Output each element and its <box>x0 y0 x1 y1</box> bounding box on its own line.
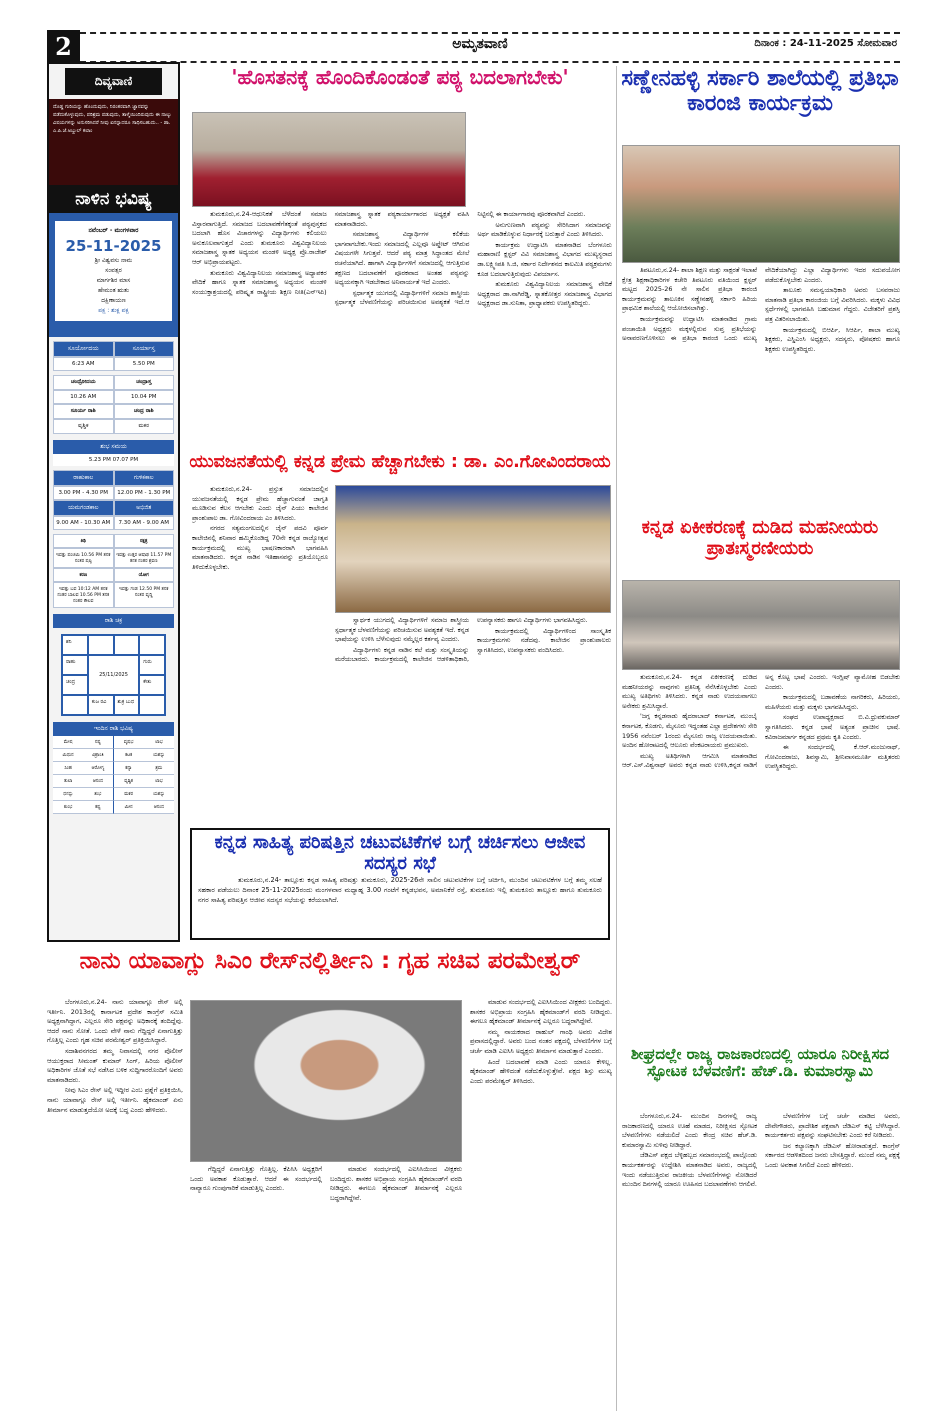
chakra-cell: ಶನಿ <box>62 635 88 655</box>
issue-date: ದಿನಾಂಕ : 24-11-2025 ಸೋಮವಾರ <box>754 38 897 49</box>
rashi-name: ಸಿಂಹ <box>53 762 83 775</box>
article-paragraph: ಕಾರ್ಯಕ್ರಮ ಉದ್ಘಾಟಿಸಿ ಮಾತನಾಡಿದ ಬೆಂಗಳೂರು ಮಹಾರಾಣಿ ಕ್ಲಸ್ಟರ್ ವಿವಿ ಸಮಾಜಶಾಸ್ತ್ರ ವಿಭಾಗದ ಮುಖ್ಯಸ್ಥರಾದ ಡಾ.ಲಕ್ಷ್ಮೀಪತಿ ಸಿ.ಜಿ, ಸರ್ಕಾರ ನಿರ್ದೇಶನದ ಕಾಲಮಿತಿ ಪಠ್ಯಕ್ರಮಗಳು ಕೂಡ ಬದಲಾಗುತ್ತಿರುವುದು ವಿಪರ್ಯಾಸ. <box>477 240 612 278</box>
shubha-time: 5.23 PM 07.07 PM <box>88 457 139 463</box>
rashi-prediction: ಯಶಸ್ಸು <box>144 749 174 762</box>
headline-a4: ಕನ್ನಡ ಏಕೀಕರಣಕ್ಕೆ ದುಡಿದ ಮಹನೀಯರು ಪ್ರಾತಃಸ್ಮರಣೀಯರು <box>641 517 879 559</box>
chandra-rashi-label: ಚಂದ್ರ ರಾಶಿ <box>114 404 175 419</box>
article-paragraph: ವಿದ್ಯಾರ್ಥಿಗಳು ಕನ್ನಡ ನಾಡಿನ ಕಲೆ ಮತ್ತು ಸಂಸ್ಕೃತಿಯನ್ನು ಮರೆಯಬಾರದು. ಕಾರ್ಯಕ್ರಮದಲ್ಲಿ ಕಾಲೇಜಿನ ಆಡಳಿತಾಧಿಕಾರಿ, ಉಪನ್ಯಾಸಕರು ಹಾಗೂ ವಿದ್ಯಾರ್ಥಿಗಳು ಭಾಗವಹಿಸಿದ್ದರು. <box>335 616 588 664</box>
article-paragraph: ನಮ್ಮ ನಾಯಕರಾದ ರಾಹುಲ್ ಗಾಂಧಿ ಅವರು ವಿದೇಶ ಪ್ರವಾಸದಲ್ಲಿದ್ದಾರೆ. ಅವರು ಬಂದ ನಂತರ ಪಕ್ಷದಲ್ಲಿ ಬೆಳವಣಿಗೆಗಳ ಬಗ್ಗೆ ಚರ್ಚೆ ಮಾಡಿ ಎಐಸಿಸಿ ಅಧ್ಯಕ್ಷರು ತೀರ್ಮಾನ ಮಾಡುತ್ತಾರೆ ಎಂದರು. <box>470 1027 612 1055</box>
article-body-a6 <box>622 1112 900 1410</box>
sunset-time: 5.50 PM <box>114 357 175 371</box>
gulika-time: 12.00 PM - 1.30 PM <box>114 486 175 500</box>
headline-a6: ಶೀಘ್ರದಲ್ಲೇ ರಾಜ್ಯ ರಾಜಕಾರಣದಲ್ಲಿ ಯಾರೂ ನಿರೀಕ್ಷಿಸದ ಸ್ಫೋಟಕ ಬೆಳವಣಿಗೆ: ಹೆಚ್.ಡಿ. ಕುಮಾರಸ್ವಾಮಿ <box>630 1045 890 1081</box>
ayana: ದಕ್ಷಿಣಾಯಣ <box>101 297 126 304</box>
article-paragraph: ಬೆಂಗಳೂರು,ನ.24- ಮುಂದಿನ ದಿನಗಳಲ್ಲಿ ರಾಜ್ಯ ರಾಜಕಾರಣದಲ್ಲಿ ಯಾರೂ ಊಹೆ ಮಾಡದ, ನಿರೀಕ್ಷಿಸದ ಸ್ಫೋಟಕ ಬೆಳವಣಿಗೆಗಳು ನಡೆಯಲಿದೆ ಎಂದು ಕೇಂದ್ರ ಸಚಿವ ಹೆಚ್.ಡಿ. ಕುಮಾರಸ್ವಾಮಿ ಸುಳಿವು ನೀಡಿದ್ದಾರೆ. <box>622 1112 757 1149</box>
tithi-value: ಇವತ್ತು ಪಂಚಮಿ 10.56 PM ತನಕ ನಂತರ ಷಷ್ಠಿ <box>53 548 114 568</box>
paksha: ಪಕ್ಷ : ಶುಕ್ಲ ಪಕ್ಷ <box>98 307 129 314</box>
article-paragraph: ತುಮಕೂರು,ನ.24- ಕನ್ನಡ ಏಕೀಕರಣಕ್ಕೆ ದುಡಿದ ಮಹನೀಯರನ್ನು ನಾವುಗಳು ಪ್ರತಿನಿತ್ಯ ನೆನೆಸಿಕೊಳ್ಳಬೇಕು ಎಂದು ಮುಖ್ಯ ಅತಿಥಿಗಳು ತಿಳಿಸಿದರು. ಕನ್ನಡ ನಾಡು ಉದಯವಾಗಲು ಅನೇಕರು ಶ್ರಮಿಸಿದ್ದಾರೆ. <box>622 673 757 710</box>
article-paragraph: ಕಾರ್ಯಕ್ರಮವನ್ನು ಉದ್ಘಾಟಿಸಿ ಮಾತನಾಡಿದ ಗ್ರಾಮ ಪಂಚಾಯಿತಿ ಅಧ್ಯಕ್ಷರು ಮಕ್ಕಳಲ್ಲಿರುವ ಸುಪ್ತ ಪ್ರತಿಭೆಯನ್ನು ಅನಾವರಣಗೊಳಿಸಲು ಈ ಪ್ರತಿಭಾ ಕಾರಂಜಿ ಒಂದು ಮುಖ್ಯ ವೇದಿಕೆಯಾಗಿದ್ದು ಎಲ್ಲಾ ವಿದ್ಯಾರ್ಥಿಗಳು ಇದರ ಸದುಪಯೋಗ ಪಡೆದುಕೊಳ್ಳಬೇಕು ಎಂದರು. <box>622 266 900 343</box>
headline-a5: ನಾನು ಯಾವಾಗ್ಲು ಸಿಎಂ ರೇಸ್‌ನಲ್ಲಿರ್ತೀನಿ : ಗೃಹ ಸಚಿವ ಪರಮೇಶ್ವರ್ <box>79 948 581 974</box>
rashi-chakra <box>53 614 174 716</box>
rashi-prediction: ಆರೋಗ್ಯ <box>83 762 113 775</box>
yoga-label: ಯೋಗ <box>114 568 175 582</box>
moonset-time: 10.04 PM <box>114 390 175 404</box>
rashi-list <box>53 736 174 814</box>
article-paragraph: ಅನುಗುಣವಾಗಿ ಪಠ್ಯವನ್ನು ಸೇರಿಸಿದಾಗ ಸಮಾಜವನ್ನು ಅರ್ಥ ಮಾಡಿಕೊಳ್ಳುವ ನಿರ್ಧಾರಕ್ಕೆ ಬರುತ್ತಾರೆ ಎಂದು ತಿಳಿಸಿದರು. <box>477 220 612 239</box>
moonrise-label: ಚಂದ್ರೋದಯ <box>53 375 114 390</box>
nakshatra-value: ಇವತ್ತು ಉತ್ತರ ಆಷಾಢ 11.57 PM ತನಕ ನಂತರ ಶ್ರವಣ <box>114 548 175 568</box>
date-card <box>53 219 174 323</box>
article-paragraph: ಹಿಂದೆ ಬದಲಾವಣೆ ಮಾಡಿ ಎಂದು ಯಾರೂ ಕೇಳಿಲ್ಲ. ಹೈಕಮಾಂಡ್ ಹೇಳಿದಂತೆ ನಡೆದುಕೊಳ್ಳುತ್ತೇವೆ. ಪಕ್ಷದ ಶಿಸ್ತು ಮುಖ್ಯ ಎಂದು ಪರಮೇಶ್ವರ್ ತಿಳಿಸಿದರು. <box>470 1057 612 1085</box>
article-body-a5-right <box>470 998 612 1410</box>
abhijit-label: ಅಭಿಜಿತ <box>114 500 175 516</box>
calendar-panel <box>49 213 178 337</box>
samvatsara: ಶ್ರೀ ವಿಶ್ವವಸು ನಾಮ <box>94 257 133 264</box>
article-paragraph: ಈ ಸಂದರ್ಭದಲ್ಲಿ ಕೆ.ಆರ್.ಮಂಜುನಾಥ್, ಗೋವಿಂದರಾಜು, ಶಿವಸ್ವಾಮಿ, ಶ್ರೀನಿವಾಸಮೂರ್ತಿ ಮತ್ತಿತರರು ಉಪಸ್ಥಿತರಿದ್ದರು. <box>765 743 900 771</box>
article-paragraph: ತಾಲೂಕು ಸಮನ್ವಯಾಧಿಕಾರಿ ಅವರು ಬಸವರಾಜು ಮಾತನಾಡಿ ಪ್ರತಿಭಾ ಕಾರಂಜಿಯ ಬಗ್ಗೆ ವಿವರಿಸಿದರು. ಮಕ್ಕಳು ವಿವಿಧ ಸ್ಪರ್ಧೆಗಳಲ್ಲಿ ಭಾಗವಹಿಸಿ ಬಹುಮಾನ ಗೆದ್ದರು. ವಿಜೇತರಿಗೆ ಪ್ರಶಸ್ತಿ ಪತ್ರ ವಿತರಿಸಲಾಯಿತು. <box>765 286 900 323</box>
article-paragraph: ಜನ ಕಲ್ಯಾಣಕ್ಕಾಗಿ ಜೆಡಿಎಸ್ ಹೋರಾಡುತ್ತದೆ. ಕಾಂಗ್ರೆಸ್ ಸರ್ಕಾರದ ಆಡಳಿತದಿಂದ ಜನರು ಬೇಸತ್ತಿದ್ದಾರೆ. ಮುಂದೆ ನಮ್ಮ ಪಕ್ಷಕ್ಕೆ ಒಂದು ಅವಕಾಶ ಸಿಗಲಿದೆ ಎಂದು ಹೇಳಿದರು. <box>765 1141 900 1169</box>
masa: ಮಾರ್ಗಶಿರ ಮಾಸ <box>96 277 131 284</box>
article-paragraph: 'ಜಗ್ಗ ಕನ್ನಡನಾಡು ಹೈದರಾಬಾದ್ ಕರ್ನಾಟಕ, ಮುಂಬೈ ಕರ್ನಾಟಕ, ಕೊಡಗು, ಮೈಸೂರು ಇದ್ದಂತಹ ಎಲ್ಲಾ ಪ್ರದೇಶಗಳು ಸೇರಿ 1956 ನವೆಂಬರ್ 1ರಂದು ಮೈಸೂರು ರಾಜ್ಯ ಉದಯವಾಯಿತು. ಅಂದಿನ ಹೋರಾಟದಲ್ಲಿ ಆಲೂರು ವೆಂಕಟರಾಯರು ಪ್ರಮುಖರು. <box>622 712 757 750</box>
rashi-name: ಮೇಷ <box>53 736 83 749</box>
article-paragraph: ನೀವು ಸಿಎಂ ರೇಸ್ ಅಲ್ಲಿ ಇದ್ದೀರ ಎಂಬ ಪ್ರಶ್ನೆಗೆ ಪ್ರತಿಕ್ರಿಯಿಸಿ, ನಾನು ಯಾವಾಗ್ಲೂ ರೇಸ್ ಅಲ್ಲಿ ಇರ್ತೀನಿ. ಹೈಕಮಾಂಡ್ ಏನು ತೀರ್ಮಾನ ಮಾಡುತ್ತದೆಯೋ ಅದಕ್ಕೆ ಬದ್ಧ ಎಂದು ಹೇಳಿದರು. <box>47 1086 183 1114</box>
chakra-grid <box>61 634 166 716</box>
article-paragraph: ಬೆಂಗಳೂರು,ನ.24- ನಾನು ಯಾವಾಗ್ಲೂ ರೇಸ್ ಅಲ್ಲಿ ಇರ್ತೀನಿ. 2013ರಲ್ಲಿ ಕಾರ್ನಾಟಕ ಪ್ರದೇಶ ಕಾಂಗ್ರೆಸ್ ಸಮಿತಿ ಅಧ್ಯಕ್ಷನಾಗಿದ್ದಾಗ, ಎಲ್ಲರೂ ಸೇರಿ ಪಕ್ಷವನ್ನು ಅಧಿಕಾರಕ್ಕೆ ತಂದಿದ್ದೆವು. ಆದರೆ ನಾನು ಸೋತೆ. ಒಂದು ವೇಳೆ ನಾನು ಗೆದ್ದಿದ್ದರೆ ಏನಾಗುತ್ತಿತ್ತು ಗೊತ್ತಿಲ್ಲ ಎಂದು ಗೃಹ ಸಚಿವ ಪರಮೇಶ್ವರ್ ಪ್ರತಿಕ್ರಿಯಿಸಿದ್ದಾರೆ. <box>47 998 183 1045</box>
abhijit-time: 7.30 AM - 9.00 AM <box>114 516 175 530</box>
gulika-label: ಗುಳಿಕಕಾಲ <box>114 470 175 486</box>
surya-rashi-label: ಸೂರ್ಯ ರಾಶಿ <box>53 404 114 419</box>
rashi-prediction: ಯಶಸ್ಸು <box>144 788 174 801</box>
yamaganda-label: ಯಮಗಂಡಕಾಲ <box>53 500 114 516</box>
shubha-samaya <box>53 440 174 466</box>
rashi-name: ಧನಸ್ಸು <box>53 788 83 801</box>
sidebar <box>47 62 180 942</box>
photo-pratibha-karanji <box>622 145 900 263</box>
rashi-prediction: ಶುಭ <box>83 788 113 801</box>
column-divider <box>616 66 617 1411</box>
samvatsara-label: ಸಂವತ್ಸರ <box>105 267 122 274</box>
rashi-prediction: ವಿಶ್ರಾಂತಿ <box>83 749 113 762</box>
article-paragraph: ಜೆಡಿಎಸ್ ಪಕ್ಷದ ಬೆಳ್ಳಿಹಬ್ಬದ ಸಮಾರಂಭದಲ್ಲಿ ಪಾಲ್ಗೊಂಡು ಕಾರ್ಯಕರ್ತರನ್ನು ಉದ್ದೇಶಿಸಿ ಮಾತನಾಡಿದ ಅವರು, ರಾಜ್ಯದಲ್ಲಿ ಇಂದು ನಡೆಯುತ್ತಿರುವ ರಾಜಕೀಯ ಬೆಳವಣಿಗೆಗಳನ್ನು ನೋಡಿದರೆ ಮುಂದಿನ ದಿನಗಳಲ್ಲಿ ಯಾರೂ ಊಹಿಸದ ಬದಲಾವಣೆಗಳು ಆಗಲಿವೆ. <box>622 1151 757 1189</box>
article-paragraph: ಗೆದ್ದಿದ್ದರೆ ಏನಾಗುತ್ತಿತ್ತು ಗೊತ್ತಿಲ್ಲ. ಕೆಪಿಸಿಸಿ ಅಧ್ಯಕ್ಷರಿಗೆ ಒಂದು ಅವಕಾಶ ಕೊಡುತ್ತಾರೆ. ಆದರೆ ಈ ಸಂದರ್ಭದಲ್ಲಿ ನಾವ್ಯಾರೂ ಗುಂಪುಗಾರಿಕೆ ಮಾಡುತ್ತಿಲ್ಲ ಎಂದರು. <box>190 1165 322 1193</box>
photo-parameshwar <box>190 1000 462 1162</box>
rahukala-label: ರಾಹುಕಾಲ <box>53 470 114 486</box>
sunrise-label: ಸೂರ್ಯೋದಯ <box>53 341 114 357</box>
article-paragraph: ನಗರದ ಸತ್ಯಮಂಗಲದಲ್ಲಿನ ಜೈನ್ ಪದವಿ ಪೂರ್ವ ಕಾಲೇಜಿನಲ್ಲಿ ಶನಿವಾರ ಹಮ್ಮಿಕೊಂಡಿದ್ದ 70ನೇ ಕನ್ನಡ ರಾಜ್ಯೋತ್ಸವ ಕಾರ್ಯಕ್ರಮದಲ್ಲಿ ಮುಖ್ಯ ಭಾಷಣಕಾರರಾಗಿ ಭಾಗವಹಿಸಿ ಮಾತನಾಡಿದರು. ಕನ್ನಡ ನಾಡಿನ ಇತಿಹಾಸವನ್ನು ಪ್ರತಿಯೊಬ್ಬರೂ ತಿಳಿದುಕೊಳ್ಳಬೇಕು. <box>192 524 328 571</box>
rashi-prediction: ಲಾಭ <box>144 736 174 749</box>
rule-top <box>80 32 900 34</box>
rashi-name: ಮಿಥುನ <box>53 749 83 762</box>
notice-body: ತುಮಕೂರು,ನ.24- ತಾಲ್ಲೂಕು ಕನ್ನಡ ಸಾಹಿತ್ಯ ಪರಿಷತ್ತು ತುಮಕೂರು, 2025-26ನೇ ಸಾಲಿನ ಚಟುವಟಿಕೆಗಳ ಬಗ್ಗೆ ಚರ್ಚಿಸಿ, ಮುಂದಿನ ಚಟುವಟಿಕೆಗಳ ಬಗ್ಗೆ ತಮ್ಮ ಸಲಹೆ ಸಹಕಾರ ಪಡೆಯಲು ದಿನಾಂಕ 25-11-2025ರಂದು ಮಂಗಳವಾರ ಮಧ್ಯಾಹ್ನ 3.00 ಗಂಟೆಗೆ ಕನ್ನಡಭವನ, ಅಮಾನಿಕೆರೆ ರಸ್ತೆ, ತುಮಕೂರು ಇಲ್ಲಿ ತುಮಕೂರು ತಾಲ್ಲೂಕು ಹಾಗೂ ತುಮಕೂರು ನಗರ ಸಾಹಿತ್ಯ ಪರಿಷತ್ತಿನ ಆಜೀವ ಸದಸ್ಯರ ಸಭೆಯನ್ನು ಕರೆಯಲಾಗಿದೆ. <box>198 876 602 904</box>
tithi-label: ತಿಥಿ <box>53 534 114 548</box>
headline-a1: 'ಹೊಸತನಕ್ಕೆ ಹೊಂದಿಕೊಂಡಂತೆ ಪಠ್ಯ ಬದಲಾಗಬೇಕು' <box>231 65 569 89</box>
headline-a2: ಸಣ್ಣೇನಹಳ್ಳಿ ಸರ್ಕಾರಿ ಶಾಲೆಯಲ್ಲಿ ಪ್ರತಿಭಾ ಕಾರಂಜಿ ಕಾರ್ಯಕ್ರಮ <box>621 66 899 117</box>
tithi-table <box>53 534 174 608</box>
article-paragraph: ಮಾಡುವ ಸಂದರ್ಭದಲ್ಲಿ ಎಐಸಿಸಿಯಿಂದ ವೀಕ್ಷಕರು ಬಂದಿದ್ದರು. ಶಾಸಕರ ಅಭಿಪ್ರಾಯ ಸಂಗ್ರಹಿಸಿ ಹೈಕಮಾಂಡ್‌ಗೆ ವರದಿ ನೀಡಿದ್ದರು. ಈಗಲೂ ಹೈಕಮಾಂಡ್ ತೀರ್ಮಾನಕ್ಕೆ ಎಲ್ಲರೂ ಬದ್ಧರಾಗಿದ್ದೇವೆ. <box>470 998 612 1026</box>
article-body-a1 <box>192 210 612 436</box>
chakra-center-date: 25/11/2025 <box>88 655 140 695</box>
notice-box <box>190 828 610 940</box>
rashi-prediction: ನಷ್ಟ <box>83 736 113 749</box>
moon-table <box>53 375 174 434</box>
article-body-a5-left <box>47 998 183 1410</box>
article-paragraph: ತಿಪಟೂರು,ನ.24- ಶಾಲಾ ಶಿಕ್ಷಣ ಮತ್ತು ಸಾಕ್ಷರತೆ ಇಲಾಖೆ ಕ್ಷೇತ್ರ ಶಿಕ್ಷಣಾಧಿಕಾರಿಗಳ ಕಚೇರಿ ತಿಪಟೂರು ವತಿಯಿಂದ ಕ್ಲಸ್ಟರ್ ಮಟ್ಟದ 2025-26 ನೇ ಸಾಲಿನ ಪ್ರತಿಭಾ ಕಾರಂಜಿ ಕಾರ್ಯಕ್ರಮವನ್ನು ತಾಲೂಕಿನ ಸಣ್ಣೇನಹಳ್ಳಿ ಸರ್ಕಾರಿ ಹಿರಿಯ ಪ್ರಾಥಮಿಕ ಶಾಲೆಯಲ್ಲಿ ಆಯೋಜಿಸಲಾಗಿತ್ತು. <box>622 266 757 313</box>
yamaganda-time: 9.00 AM - 10.30 AM <box>53 516 114 530</box>
article-paragraph: ಮುಖ್ಯ ಅತಿಥಿಗಳಾಗಿ ಆಗಮಿಸಿ ಮಾತನಾಡಿದ ಆರ್.ಎಸ್.ವಿಶ್ವನಾಥ್ ಅವರು ಕನ್ನಡ ನಾಡು ಉಳಿಸಿ,ಕನ್ನಡ ನಾಡಿಗೆ ಅನ್ನ ಕೊಟ್ಟ ಭಾಷೆ ಎಂದರು. ಇಂಗ್ಲಿಷ್ ವ್ಯಾಮೋಹ ಬಿಡಬೇಕು ಎಂದರು. <box>622 673 900 770</box>
article-body-a2 <box>622 266 900 512</box>
article-body-a4 <box>622 673 900 1041</box>
chakra-cell: ಶುಕ್ರ ಬುಧ <box>114 695 140 715</box>
article-paragraph: ಸ್ವಾರ್ಥಕ ಯುಗದಲ್ಲಿ ವಿದ್ಯಾರ್ಥಿಗಳಿಗೆ ಸಮಾಜ ಶಾಸ್ತ್ರೀಯ ಸ್ಪರ್ಧಾತ್ಮಕ ಬೆಳವಣಿಗೆಯನ್ನು ಪರಿಚಯಿಸುವ ಅವಶ್ಯಕತೆ ಇದೆ. ಕನ್ನಡ ಭಾಷೆಯನ್ನು ಉಳಿಸಿ ಬೆಳೆಸುವುದು ನಮ್ಮೆಲ್ಲರ ಕರ್ತವ್ಯ ಎಂದರು. <box>335 616 469 644</box>
shubha-title: ಶುಭ ಸಮಯ <box>53 440 174 454</box>
rashi-name: ಮಕರ <box>114 788 144 801</box>
chandra-rashi: ಮಕರ <box>114 419 175 434</box>
yoga-value: ಇವತ್ತು ಗಂಡ 12.50 PM ತನಕ ನಂತರ ವೃದ್ಧಿ <box>114 582 175 608</box>
headline-a3: ಯುವಜನತೆಯಲ್ಲಿ ಕನ್ನಡ ಪ್ರೇಮ ಹೆಚ್ಚಾಗಬೇಕು : ಡಾ. ಎಂ.ಗೋವಿಂದರಾಯ <box>189 452 611 472</box>
karana-value: ಇವತ್ತು ಬವ 10:12 AM ತನಕ ನಂತರ ಬಾಲವ 10.56 PM ತನಕ ನಂತರ ಕೌಲವ <box>53 582 114 608</box>
sun-table <box>53 341 174 371</box>
rahukala-time: 3.00 PM - 4.30 PM <box>53 486 114 500</box>
karana-label: ಕರಣ <box>53 568 114 582</box>
masthead: ಅಮೃತವಾಣಿ <box>452 36 508 52</box>
rashi-name: ತುಲಾ <box>53 775 83 788</box>
article-paragraph: ಸದಾಶಿವನಗರದ ತಮ್ಮ ನಿವಾಸದಲ್ಲಿ ನಗರ ಪೊಲೀಸ್ ಆಯುಕ್ತರಾದ ಸೀಮಂತ್ ಕುಮಾರ್ ಸಿಂಗ್, ಹಿರಿಯ ಪೊಲೀಸ್ ಅಧಿಕಾರಿಗಳ ಜೊತೆ ಸಭೆ ನಡೆಸಿದ ಬಳಿಕ ಸುದ್ದಿಗಾರರೊಂದಿಗೆ ಅವರು ಮಾತನಾಡಿದರು. <box>47 1046 183 1084</box>
rashi-name: ಕನ್ಯಾ <box>114 762 144 775</box>
page-number: 2 <box>47 30 80 63</box>
rashi-name: ಕುಂಭ <box>53 801 83 814</box>
article-paragraph: ತುಮಕೂರು,ನ.24- ಪ್ರಸ್ತುತ ಸಮಾಜದಲ್ಲಿನ ಯುವಜನತೆಯಲ್ಲಿ ಕನ್ನಡ ಪ್ರೇಮ ಹೆಚ್ಚಾಗುವಂತೆ ಜಾಗೃತಿ ಮೂಡಿಸುವ ಕೆಲಸ ಆಗಬೇಕು ಎಂದು ಜೈನ್ ಪಿಯು ಕಾಲೇಜಿನ ಪ್ರಾಂಶುಪಾಲ ಡಾ. ಗೋವಿಂದರಾಯ ಎಂ ತಿಳಿಸಿದರು. <box>192 485 328 522</box>
article-paragraph: ಸಂಘದ ಉಪಾಧ್ಯಕ್ಷರಾದ ಬಿ.ವಿ.ಧ್ರುವಕುಮಾರ್ ಸ್ವಾಗತಿಸಿದರು. ಕನ್ನಡ ಭಾಷೆ ಅತ್ಯಂತ ಪ್ರಾಚೀನ ಭಾಷೆ. ಕವಿರಾಜಮಾರ್ಗ ಕನ್ನಡದ ಪ್ರಥಮ ಕೃತಿ ಎಂದರು. <box>765 713 900 741</box>
article-paragraph: ಬೆಳವಣಿಗೆಗಳ ಬಗ್ಗೆ ಚರ್ಚೆ ಮಾಡಿದ ಅವರು, ದೇವೇಗೌಡರು, ಪ್ರಾದೇಶಿಕ ಪಕ್ಷವಾಗಿ ಜೆಡಿಎಸ್ ಕಟ್ಟಿ ಬೆಳೆಸಿದ್ದಾರೆ. ಕಾರ್ಯಕರ್ತರು ಪಕ್ಷವನ್ನು ಸಂಘಟಿಸಬೇಕು ಎಂದು ಕರೆ ನೀಡಿದರು. <box>765 1112 900 1140</box>
rutu: ಹೇಮಂತ ಋತು <box>97 287 130 294</box>
chakra-cell: ಗುರು <box>139 655 165 675</box>
divyavani-section <box>49 64 178 185</box>
rashi-prediction: ಆನಂದ <box>144 801 174 814</box>
article-paragraph: ಸಮಾಜಶಾಸ್ತ್ರ ವಿದ್ಯಾರ್ಥಿಗಳ ಕಲಿಕೆಯ ಭಾಗವಾಗಬೇಕು.ಇಂದು ಸಮಾಜದಲ್ಲಿ ಎಲ್ಲವೂ ಅಪ್ಡೇಟ್ ಆಗಿರುವ ವಿಷಯಗಳೇ ಸಿಗುತ್ತವೆ. ಆದರೆ ಪಠ್ಯ ಮಾತ್ರ ಸಿದ್ಧಾಂತದ ಮೇಲೆ ರಚನೆಯಾಗಿದೆ. ಹಾಗಾಗಿ ವಿದ್ಯಾರ್ಥಿಗಳಿಗೆ ಸಮಾಜದಲ್ಲಿ ಆಗುತ್ತಿರುವ ತಕ್ಷಣದ ಬದಲಾವಣೆಗೆ ಪೂರಕವಾದ ಅಂತಹ ಪಠ್ಯವನ್ನು ಅಧ್ಯಯನಕ್ಕಾಗಿ ಇಡಬೇಕಾದ ಅನಿವಾರ್ಯತೆ ಇದೆ ಎಂದರು. <box>334 230 470 287</box>
moonset-label: ಚಂದ್ರಾಸ್ತ <box>114 375 175 390</box>
rule-bottom <box>80 61 900 63</box>
divyavani-title: ದಿವ್ಯವಾಣಿ <box>65 68 162 95</box>
quote-text: ದೊಡ್ಡ ಗುರಿಯನ್ನು ಹೊಂದುವುದು, ನಿರಂತರವಾಗಿ ಜ್ಞಾನವನ್ನು ಪಡೆದುಕೊಳ್ಳುವುದು, ಪರಿಶ್ರಮ ಪಡುವುದು, ತಾಳ್ಮೆಯಿಂದಿರುವುದು ಈ ನಾಲ್ಕು ವಿಷಯಗಳನ್ನು ಅನುಸರಿಸಿದರೆ ನೀವು ಏನನ್ನಾದರೂ ಸಾಧಿಸಬಹುದು.. - ಡಾ. ಎ.ಪಿ.ಜೆ.ಅಬ್ದುಲ್ ಕಲಾಂ <box>49 99 178 185</box>
nakshatra-label: ನಕ್ಷತ್ರ <box>114 534 175 548</box>
article-paragraph: ಮಾಡುವ ಸಂದರ್ಭದಲ್ಲಿ ಎಐಸಿಸಿಯಿಂದ ವೀಕ್ಷಕರು ಬಂದಿದ್ದರು. ಶಾಸಕರ ಅಭಿಪ್ರಾಯ ಸಂಗ್ರಹಿಸಿ ಹೈಕಮಾಂಡ್‌ಗೆ ವರದಿ ನೀಡಿದ್ದರು. ಈಗಲೂ ಹೈಕಮಾಂಡ್ ತೀರ್ಮಾನಕ್ಕೆ ಎಲ್ಲರೂ ಬದ್ಧರಾಗಿದ್ದೇವೆ. <box>330 1165 462 1202</box>
rashi-title: ಇಂದಿನ ರಾಶಿ ಭವಿಷ್ಯ <box>53 722 174 736</box>
photo-rajyotsava <box>335 485 611 613</box>
article-body-a5-mid <box>190 1165 462 1410</box>
sunrise-time: 6:23 AM <box>53 357 114 371</box>
rashi-name: ಕಟಕ <box>114 749 144 762</box>
rashi-name: ವೃಷಭ <box>114 736 144 749</box>
article-paragraph: ಕಾರ್ಯಕ್ರಮದಲ್ಲಿ ಬಡಾವಣೆಯ ನಾಗರಿಕರು, ಹಿರಿಯರು, ಮಹಿಳೆಯರು ಮತ್ತು ಮಕ್ಕಳು ಭಾಗವಹಿಸಿದ್ದರು. <box>765 693 900 711</box>
calendar-date: 25-11-2025 <box>65 237 162 255</box>
photo-ekikarana <box>622 580 900 670</box>
chakra-cell: ಕೇತು <box>139 675 165 695</box>
surya-rashi: ವೃಶ್ಚಿಕ <box>53 419 114 434</box>
rashi-prediction: ಆನಂದ <box>83 775 113 788</box>
article-paragraph: ಸ್ಪರ್ಧಾತ್ಮಕ ಯುಗದಲ್ಲಿ ವಿದ್ಯಾರ್ಥಿಗಳಿಗೆ ಸಮಾಜ ಶಾಸ್ತ್ರೀಯ ಸ್ಪರ್ಧಾತ್ಮಕ ಬೆಳವಣಿಗೆಯನ್ನು ಪರಿಚಯಿಸುವ ಅವಶ್ಯಕತೆ ಇದೆ.ಆ ನಿಟ್ಟಿನಲ್ಲಿ ಈ ಕಾರ್ಯಾಗಾರವು ಪೂರಕವಾಗಿದೆ ಎಂದರು. <box>334 210 586 307</box>
bhavishya-title: ನಾಳಿನ ಭವಿಷ್ಯ <box>49 185 178 213</box>
rashi-prediction: ಕಷ್ಟ <box>83 801 113 814</box>
article-body-a3-right <box>335 616 611 821</box>
article-body-a3-left <box>192 485 328 820</box>
article-paragraph: ಕಾರ್ಯಕ್ರಮದಲ್ಲಿ ವಿದ್ಯಾರ್ಥಿಗಳಿಂದ ಸಾಂಸ್ಕೃತಿಕ ಕಾರ್ಯಕ್ರಮಗಳು ನಡೆದವು. ಕಾಲೇಜಿನ ಪ್ರಾಂಶುಪಾಲರು ಸ್ವಾಗತಿಸಿದರು, ಉಪನ್ಯಾಸಕರು ವಂದಿಸಿದರು. <box>477 626 611 654</box>
month-day: ನವೆಂಬರ್ - ಮಂಗಳವಾರ <box>88 227 139 234</box>
moonrise-time: 10.26 AM <box>53 390 114 404</box>
rashi-prediction: ಶ್ರಮ <box>144 762 174 775</box>
kala-table <box>53 470 174 530</box>
article-paragraph: ತುಮಕೂರು,ನ.24-ಆಧುನಿಕತೆ ಬೆಳೆದಂತೆ ಸಮಾಜ ವಿಸ್ತಾರವಾಗುತ್ತಿದೆ. ಸಮಾಜದ ಬದಲಾವಣೆಗೆತಕ್ಕಂತೆ ಪಠ್ಯಪುಸ್ತಕದ ಬದಲಾಗಿ ಹೊಸ ವಿಚಾರಗಳನ್ನು ವಿದ್ಯಾರ್ಥಿಗಳು ಕಲಿಯಲು ಅನುಕೂಲವಾಗುತ್ತದೆ ಎಂದು ತುಮಕೂರು ವಿಶ್ವವಿದ್ಯಾನಿಲಯ ಸಮಾಜಶಾಸ್ತ್ರ ಸ್ನಾತಕ ಅಧ್ಯಯನ ಮಂಡಳಿ ಅಧ್ಯಕ್ಷ ಪ್ರೊ.ರಾಜೇಶ್ ಆರ್ ಅಭಿಪ್ರಾಯಪಟ್ಟರು. <box>192 210 327 266</box>
chakra-cell: ಚಂದ್ರ <box>62 675 88 695</box>
photo-workshop <box>192 112 466 207</box>
rashi-bhavishya <box>53 722 174 814</box>
chakra-cell: ರಾಹು <box>62 655 88 675</box>
rashi-name: ವೃಶ್ಚಿಕ <box>114 775 144 788</box>
article-paragraph: ತುಮಕೂರು ವಿಶ್ವವಿದ್ಯಾನಿಲಯ ಸಮಾಜಶಾಸ್ತ್ರ ಅಧ್ಯಾಪಕರ ವೇದಿಕೆ ಹಾಗೂ ಸ್ನಾತಕ ಸಮಾಜಶಾಸ್ತ್ರ ಅಧ್ಯಯನ ಮಂಡಳಿ ಸಂಯುಕ್ತಾಶ್ರಯದಲ್ಲಿ ಪರಿಷ್ಕೃತ ರಾಷ್ಟ್ರೀಯ ಶಿಕ್ಷಣ ನೀತಿ(ಎನ್ಇಪಿ) ಸಮಾಜಶಾಸ್ತ್ರ ಸ್ನಾತಕ ಪಠ್ಯಕಾರ್ಯಾಗಾರದ ಅಧ್ಯಕ್ಷತೆ ವಹಿಸಿ ಮಾತನಾಡಿದರು. <box>192 210 470 296</box>
article-paragraph: ತುಮಕೂರು ವಿಶ್ವವಿದ್ಯಾನಿಲಯ ಸಮಾಜಶಾಸ್ತ್ರ ವೇದಿಕೆ ಅಧ್ಯಕ್ಷರಾದ ಡಾ.ನಾಗಿರೆಡ್ಡಿ, ಸ್ನಾತಕೋತ್ತರ ಸಮಾಜಶಾಸ್ತ್ರ ವಿಭಾಗದ ಅಧ್ಯಕ್ಷರಾದ ಡಾ.ಸುನಿತಾ, ಪ್ರಾಧ್ಯಾಪಕರು ಉಪಸ್ಥಿತರಿದ್ದರು. <box>477 280 612 308</box>
rashi-chakra-title: ರಾಶಿ ಚಕ್ರ <box>53 614 174 628</box>
notice-headline: ಕನ್ನಡ ಸಾಹಿತ್ಯ ಪರಿಷತ್ತಿನ ಚಟುವಟಿಕೆಗಳ ಬಗ್ಗೆ ಚರ್ಚಿಸಲು ಆಜೀವ ಸದಸ್ಯರ ಸಭೆ <box>214 832 586 874</box>
chakra-cell: ಕುಜ ರವಿ <box>88 695 114 715</box>
sunset-label: ಸೂರ್ಯಾಸ್ತ <box>114 341 175 357</box>
article-paragraph: ಕಾರ್ಯಕ್ರಮದಲ್ಲಿ ಬಿಆರ್ಪಿ, ಸಿಆರ್ಪಿ, ಶಾಲಾ ಮುಖ್ಯ ಶಿಕ್ಷಕರು, ಎಸ್ಡಿಎಂಸಿ ಅಧ್ಯಕ್ಷರು, ಸದಸ್ಯರು, ಪೋಷಕರು ಹಾಗೂ ಶಿಕ್ಷಕರು ಉಪಸ್ಥಿತರಿದ್ದರು. <box>765 325 900 353</box>
rashi-name: ಮೀನ <box>114 801 144 814</box>
rashi-prediction: ಲಾಭ <box>144 775 174 788</box>
